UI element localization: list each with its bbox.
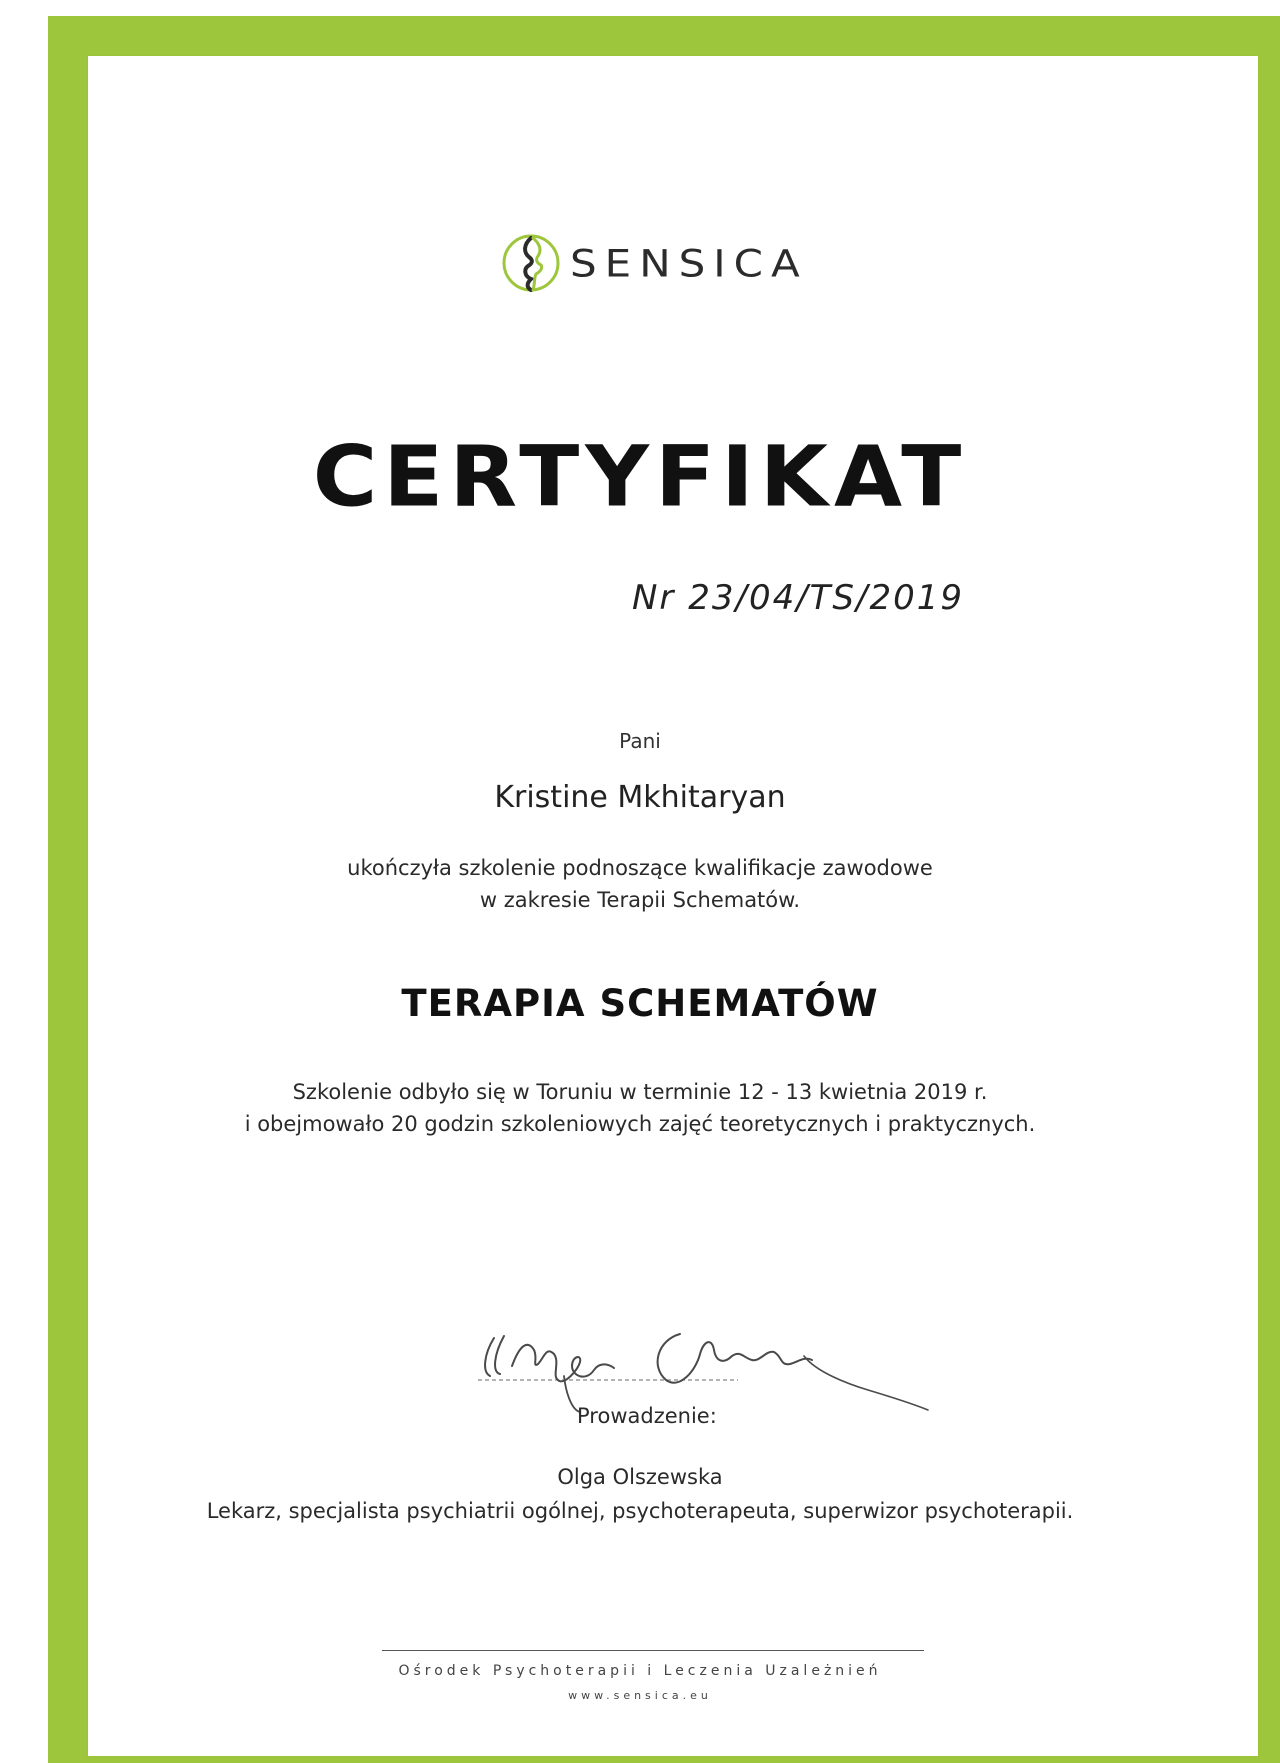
scan-top-edge — [0, 0, 1280, 16]
description-line-1: ukończyła szkolenie podnoszące kwalifikacje zawodowe — [347, 856, 933, 880]
completion-description — [0, 852, 1280, 916]
leader-name: Olga Olszewska — [557, 1465, 723, 1489]
course-title: TERAPIA SCHEMATÓW — [401, 982, 879, 1025]
handwritten-signature — [468, 1310, 988, 1420]
recipient-name: Kristine Mkhitaryan — [494, 780, 786, 815]
certificate-number: Nr 23/04/TS/2019 — [632, 578, 964, 618]
certificate-title: CERTYFIKAT — [312, 427, 968, 526]
brand-name: SENSICA — [570, 240, 808, 286]
lead-label: Prowadzenie: — [577, 1404, 717, 1428]
salutation: Pani — [619, 729, 661, 753]
sensica-profile-logo-icon — [500, 232, 562, 294]
footer-website: www.sensica.eu — [568, 1689, 712, 1702]
description-line-2: w zakresie Terapii Schematów. — [479, 888, 801, 912]
sensica-logo — [500, 228, 808, 298]
footer-organization: Ośrodek Psychoterapii i Leczenia Uzależnień — [398, 1663, 882, 1679]
details-line-2: i obejmowało 20 godzin szkoleniowych zajęć teoretycznych i praktycznych. — [244, 1112, 1036, 1136]
footer-divider — [382, 1650, 924, 1651]
training-details — [0, 1076, 1280, 1140]
details-line-1: Szkolenie odbyło się w Toruniu w terminie 12 - 13 kwietnia 2019 r. — [292, 1080, 988, 1104]
leader-role: Lekarz, specjalista psychiatrii ogólnej, psychoterapeuta, superwizor psychoterapii. — [206, 1499, 1074, 1523]
